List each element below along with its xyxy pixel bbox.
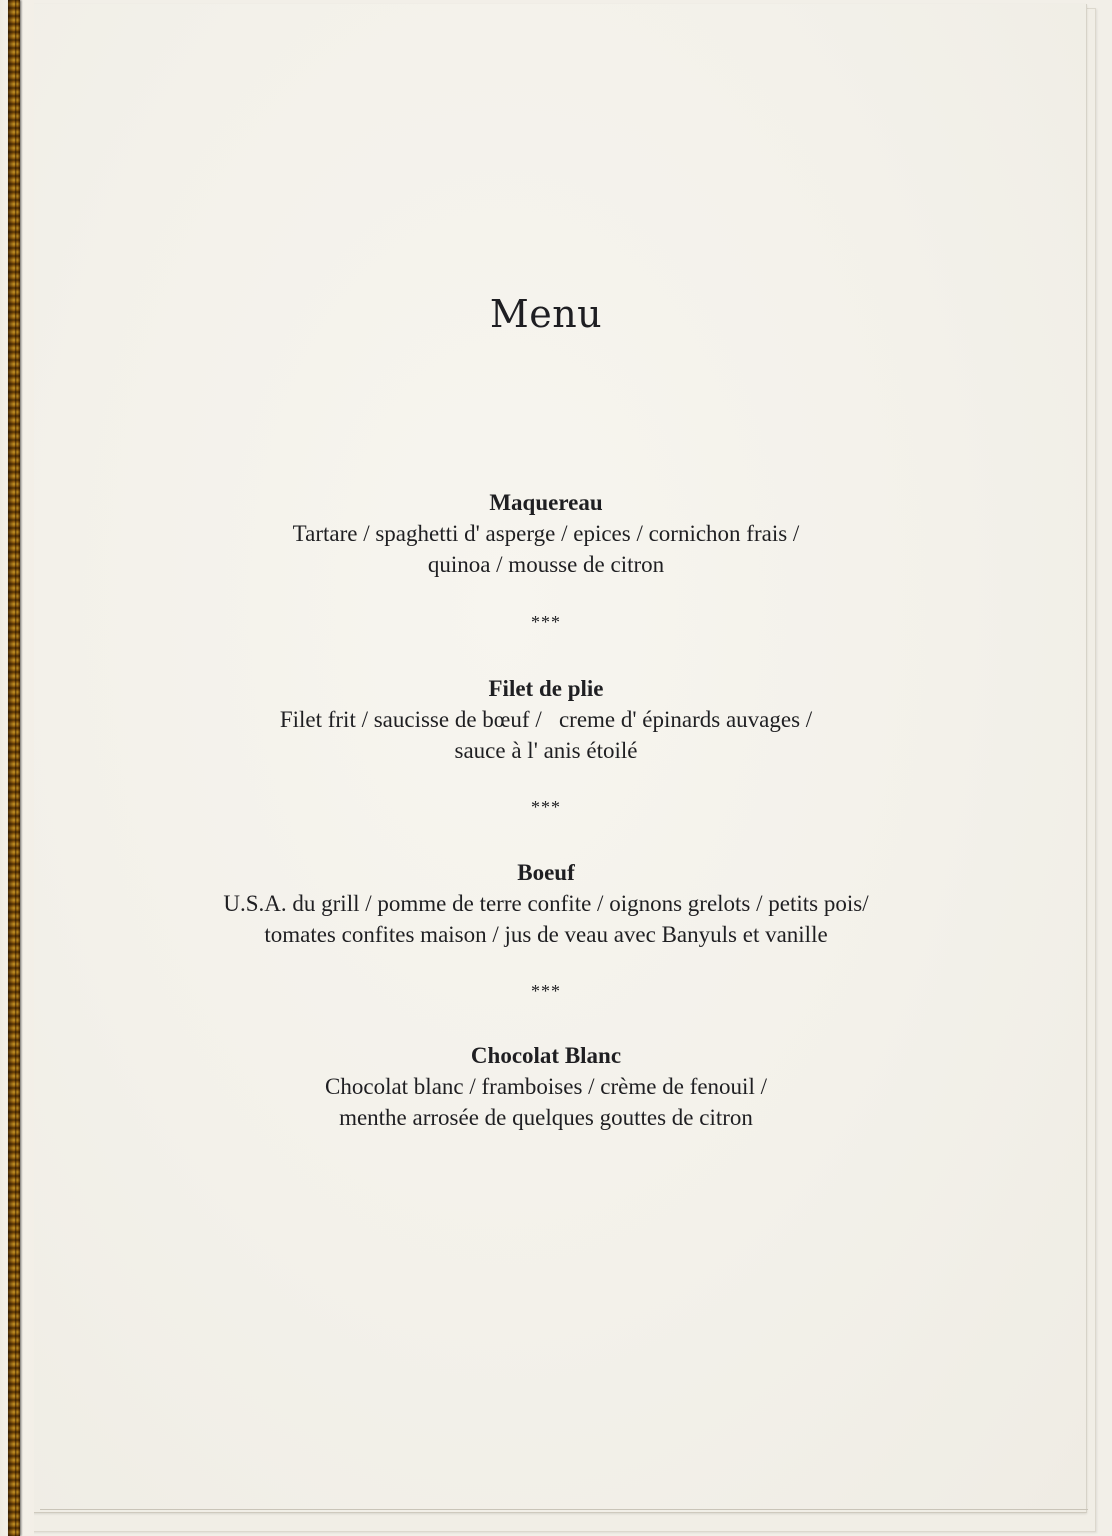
menu-title: Menu	[489, 292, 603, 336]
course-name: Boeuf	[517, 860, 575, 885]
course-chocolat-blanc	[0, 1040, 1092, 1133]
course-boeuf	[0, 857, 1092, 950]
course-separator: ***	[531, 612, 561, 632]
course-description-line: sauce à l' anis étoilé	[454, 738, 638, 763]
course-description-line: Filet frit / saucisse de bœuf / creme d' épinards auvages /	[279, 707, 813, 732]
course-description-line: quinoa / mousse de citron	[427, 552, 665, 577]
course-filet-de-plie	[0, 673, 1092, 766]
binding-strip	[0, 0, 34, 1536]
course-maquereau	[0, 487, 1092, 580]
gold-cord-inner	[15, 0, 20, 1536]
course-name: Filet de plie	[488, 676, 604, 701]
course-description-line: Tartare / spaghetti d' asperge / epices / cornichon frais /	[292, 521, 800, 546]
course-description-line: Chocolat blanc / framboises / crème de fenouil /	[325, 1074, 767, 1099]
course-description-line: U.S.A. du grill / pomme de terre confite / oignons grelots / petits pois/	[223, 891, 869, 916]
course-description-line: tomates confites maison / jus de veau avec Banyuls et vanille	[264, 922, 828, 947]
sheet-edge	[40, 1509, 1088, 1510]
course-separator: ***	[531, 981, 561, 1001]
course-name: Chocolat Blanc	[470, 1043, 622, 1068]
course-separator: ***	[531, 797, 561, 817]
course-description-line: menthe arrosée de quelques gouttes de citron	[339, 1105, 753, 1130]
course-name: Maquereau	[489, 490, 603, 515]
